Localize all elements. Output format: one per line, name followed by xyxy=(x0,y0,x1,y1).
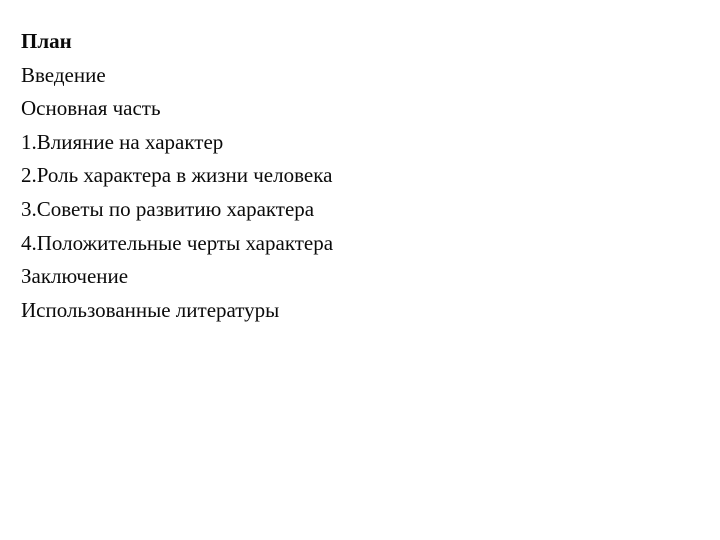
outline-line-item-2: 2.Роль характера в жизни человека xyxy=(21,163,333,188)
outline-line-item-3: 3.Советы по развитию характера xyxy=(21,196,315,221)
outline-line-main-part: Основная часть xyxy=(21,96,161,121)
outline-list xyxy=(21,59,700,328)
outline-line-conclusion: Заключение xyxy=(21,264,129,289)
page-title: План xyxy=(21,29,72,53)
outline-line-item-1: 1.Влияние на характер xyxy=(21,129,224,154)
outline-line-references: Использованные литературы xyxy=(21,297,280,322)
outline-line-intro: Введение xyxy=(21,62,106,87)
outline-line-item-4: 4.Положительные черты характера xyxy=(21,230,334,255)
